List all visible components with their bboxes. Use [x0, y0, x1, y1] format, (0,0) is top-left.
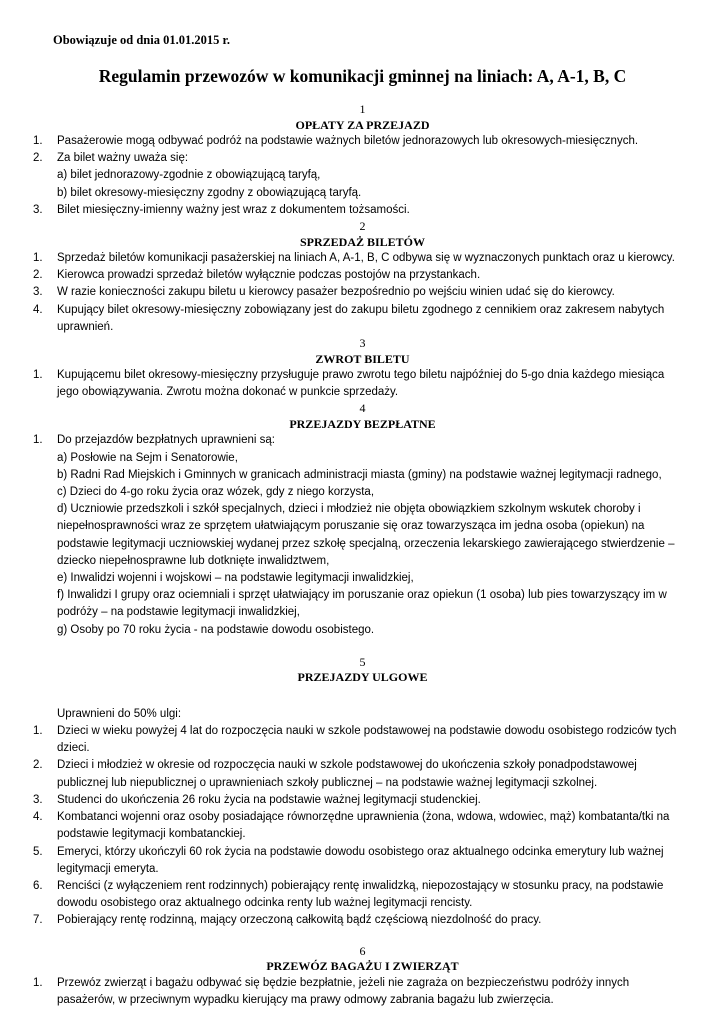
list-item — [0, 878, 725, 912]
item-marker: 3. — [33, 203, 43, 216]
spacer — [0, 639, 725, 655]
item-marker: 1. — [33, 369, 43, 382]
item-text: Kupujący bilet okresowy-miesięczny zobowiązany jest do zakupu biletu zgodnego z cennikiem oraz zakresem nabytych uprawnień. — [57, 303, 665, 333]
section-5-number: 5 — [359, 654, 366, 669]
section-5-intro: Uprawnieni do 50% ulgi: — [57, 707, 182, 720]
sub-item: a) Posłowie na Sejm i Senatorowie, — [57, 451, 238, 464]
item-text: Przewóz zwierząt i bagażu odbywać się będzie bezpłatnie, jeżeli nie zagraża on bezpieczeństwu podróży innych pasażerów, w przeciwnym wypadku kierujący ma prawy odmowy zabrania bagażu lub zwierzęcia. — [57, 976, 630, 1006]
list-item — [0, 202, 725, 219]
list-item — [0, 367, 725, 401]
list-item — [0, 792, 725, 809]
section-4-title: PRZEJAZDY BEZPŁATNE — [289, 416, 436, 431]
item-text: Pasażerowie mogą odbywać podróż na podstawie ważnych biletów jednorazowych lub okresowych-miesięcznych. — [57, 135, 639, 147]
item-marker: 1. — [33, 135, 43, 147]
list-item — [0, 150, 725, 167]
item-text: Do przejazdów bezpłatnych uprawnieni są: — [57, 434, 275, 447]
sub-item: d) Uczniowie przedszkoli i szkół specjalnych, dzieci i młodzież nie objęta obowiązkiem szkolnym wskutek choroby i niepełnosprawności wraz ze sprzętem ułatwiającym poruszanie się oraz towarzysząca im jedna osoba (opiekun) na podstawie legitymacji uczniowskiej wydanej przez szkołę specjalną, orzeczenia lekarskiego zawierającego stwierdzenie – — [57, 503, 675, 550]
item-marker: 7. — [33, 914, 43, 927]
sub-item: e) Inwalidzi wojenni i wojskowi – na podstawie legitymacji inwalidzkiej, — [57, 572, 414, 585]
section-2-title: SPRZEDAŻ BILETÓW — [299, 234, 426, 249]
document-body — [0, 102, 725, 1009]
item-marker: 2. — [33, 152, 43, 165]
spacer — [0, 930, 725, 944]
item-marker: 1. — [33, 434, 43, 447]
section-1-title: OPŁATY ZA PRZEJAZD — [295, 117, 430, 132]
item-text: Kombatanci wojenni oraz osoby posiadające równorzędne uprawnienia (żona, wdowa, wdowiec, mąż) kombatanta/tki na podstawie legitymacji kombatanckiej. — [57, 811, 670, 841]
section-4-number: 4 — [359, 401, 366, 416]
item-text: Bilet miesięczny-imienny ważny jest wraz z dokumentem tożsamości. — [57, 203, 410, 216]
list-item — [0, 975, 725, 1009]
item-text: Kierowca prowadzi sprzedaż biletów wyłącznie podczas postojów na przystankach. — [57, 269, 481, 282]
item-text: Studenci do ukończenia 26 roku życia na podstawie ważnej legitymacji studenckiej. — [57, 793, 481, 806]
item-marker: 2. — [33, 269, 43, 282]
item-marker: 6. — [33, 879, 43, 892]
item-text: W razie konieczności zakupu biletu u kierowcy pasażer bezpośrednio po wejściu winien udać się do kierowcy. — [57, 286, 615, 299]
list-item — [0, 912, 725, 929]
item-marker: 1. — [33, 252, 43, 265]
list-item — [0, 723, 725, 757]
item-text: Pobierający rentę rodzinną, mający orzeczoną całkowitą bądź częściową niezdolność do pracy. — [57, 914, 542, 927]
item-marker: 1. — [33, 725, 43, 738]
item-marker: 3. — [33, 286, 43, 299]
item-marker: 3. — [33, 793, 43, 806]
section-5-title: PRZEJAZDY ULGOWE — [297, 670, 428, 685]
section-2-number: 2 — [359, 219, 366, 234]
item-text: Emeryci, którzy ukończyli 60 rok życia na podstawie dowodu osobistego oraz aktualnego odcinka emerytury lub ważnej legitymacji emeryta. — [57, 845, 664, 875]
section-6-number: 6 — [359, 943, 366, 958]
sub-item: a) bilet jednorazowy-zgodnie z obowiązującą taryfą, — [57, 169, 321, 182]
sub-item: g) Osoby po 70 roku życia - na podstawie dowodu osobistego. — [57, 623, 375, 636]
section-6-title: PRZEWÓZ BAGAŻU I ZWIERZĄT — [266, 959, 459, 974]
sub-item: c) Dzieci do 4-go roku życia oraz wózek, gdy z niego korzysta, — [57, 486, 375, 499]
section-1-number: 1 — [359, 102, 366, 116]
section-3-number: 3 — [359, 336, 366, 351]
item-text: Dzieci i młodzież w okresie od rozpoczęcia nauki w szkole podstawowej do ukończenia szkoły ponadpodstawowej publicznej lub niepublicznej o uprawnieniach szkoły publicznej – na podstawie ważnej legitymacji szkolnej. — [57, 759, 637, 789]
list-item — [0, 809, 725, 843]
list-item — [0, 844, 725, 878]
item-marker: 5. — [33, 845, 43, 858]
list-item — [0, 284, 725, 301]
item-marker: 2. — [33, 759, 43, 772]
document-title: Regulamin przewozów w komunikacji gminnej na liniach: A, A-1, B, C — [98, 66, 627, 86]
sub-item: b) bilet okresowy-miesięczny zgodny z obowiązującą taryfą. — [57, 186, 362, 199]
item-text: Dzieci w wieku powyżej 4 lat do rozpoczęcia nauki w szkole podstawowej na podstawie dowodu osobistego rodziców tych dzieci. — [57, 725, 677, 755]
spacer — [0, 686, 725, 706]
item-text: Renciści (z wyłączeniem rent rodzinnych) pobierający rentę inwalidzką, niepozostający w stosunku pracy, na podstawie dowodu osobistego oraz aktualnego odcinka renty lub ważnej legitymacji rencisty. — [57, 879, 664, 910]
item-marker: 4. — [33, 811, 43, 824]
section-3-title: ZWROT BILETU — [315, 351, 410, 366]
list-item — [0, 133, 725, 150]
item-marker: 4. — [33, 303, 43, 316]
list-item — [0, 302, 725, 336]
list-item — [0, 757, 725, 791]
item-text: Kupującemu bilet okresowy-miesięczny przysługuje prawo zwrotu tego biletu najpóźniej do 5-go dnia każdego miesiąca jego obowiązywania. Zwrotu można dokonać w punkcie sprzedaży. — [57, 369, 665, 399]
item-text: Sprzedaż biletów komunikacji pasażerskiej na liniach A, A-1, B, C odbywa się w wyznaczonych punktach oraz u kierowcy. — [57, 252, 675, 265]
sub-item: b) Radni Rad Miejskich i Gminnych w granicach administracji miasta (gminy) na podstawie ważnej legitymacji radnego, — [57, 468, 662, 481]
sub-item: f) Inwalidzi I grupy oraz ociemniali i sprzęt ułatwiający im poruszanie oraz opiekun (1 osoba) lub pies towarzyszący im w podróży – na podstawie legitymacji inwalidzkiej, — [57, 589, 667, 619]
list-item — [0, 432, 725, 449]
item-marker: 1. — [33, 976, 43, 989]
list-item — [0, 250, 725, 267]
list-item — [0, 267, 725, 284]
effective-date: Obowiązuje od dnia 01.01.2015 r. — [53, 33, 230, 47]
item-text: Za bilet ważny uważa się: — [57, 152, 189, 165]
sub-item: dziecko niepełnosprawne lub dotknięte inwalidztwem, — [57, 554, 330, 567]
